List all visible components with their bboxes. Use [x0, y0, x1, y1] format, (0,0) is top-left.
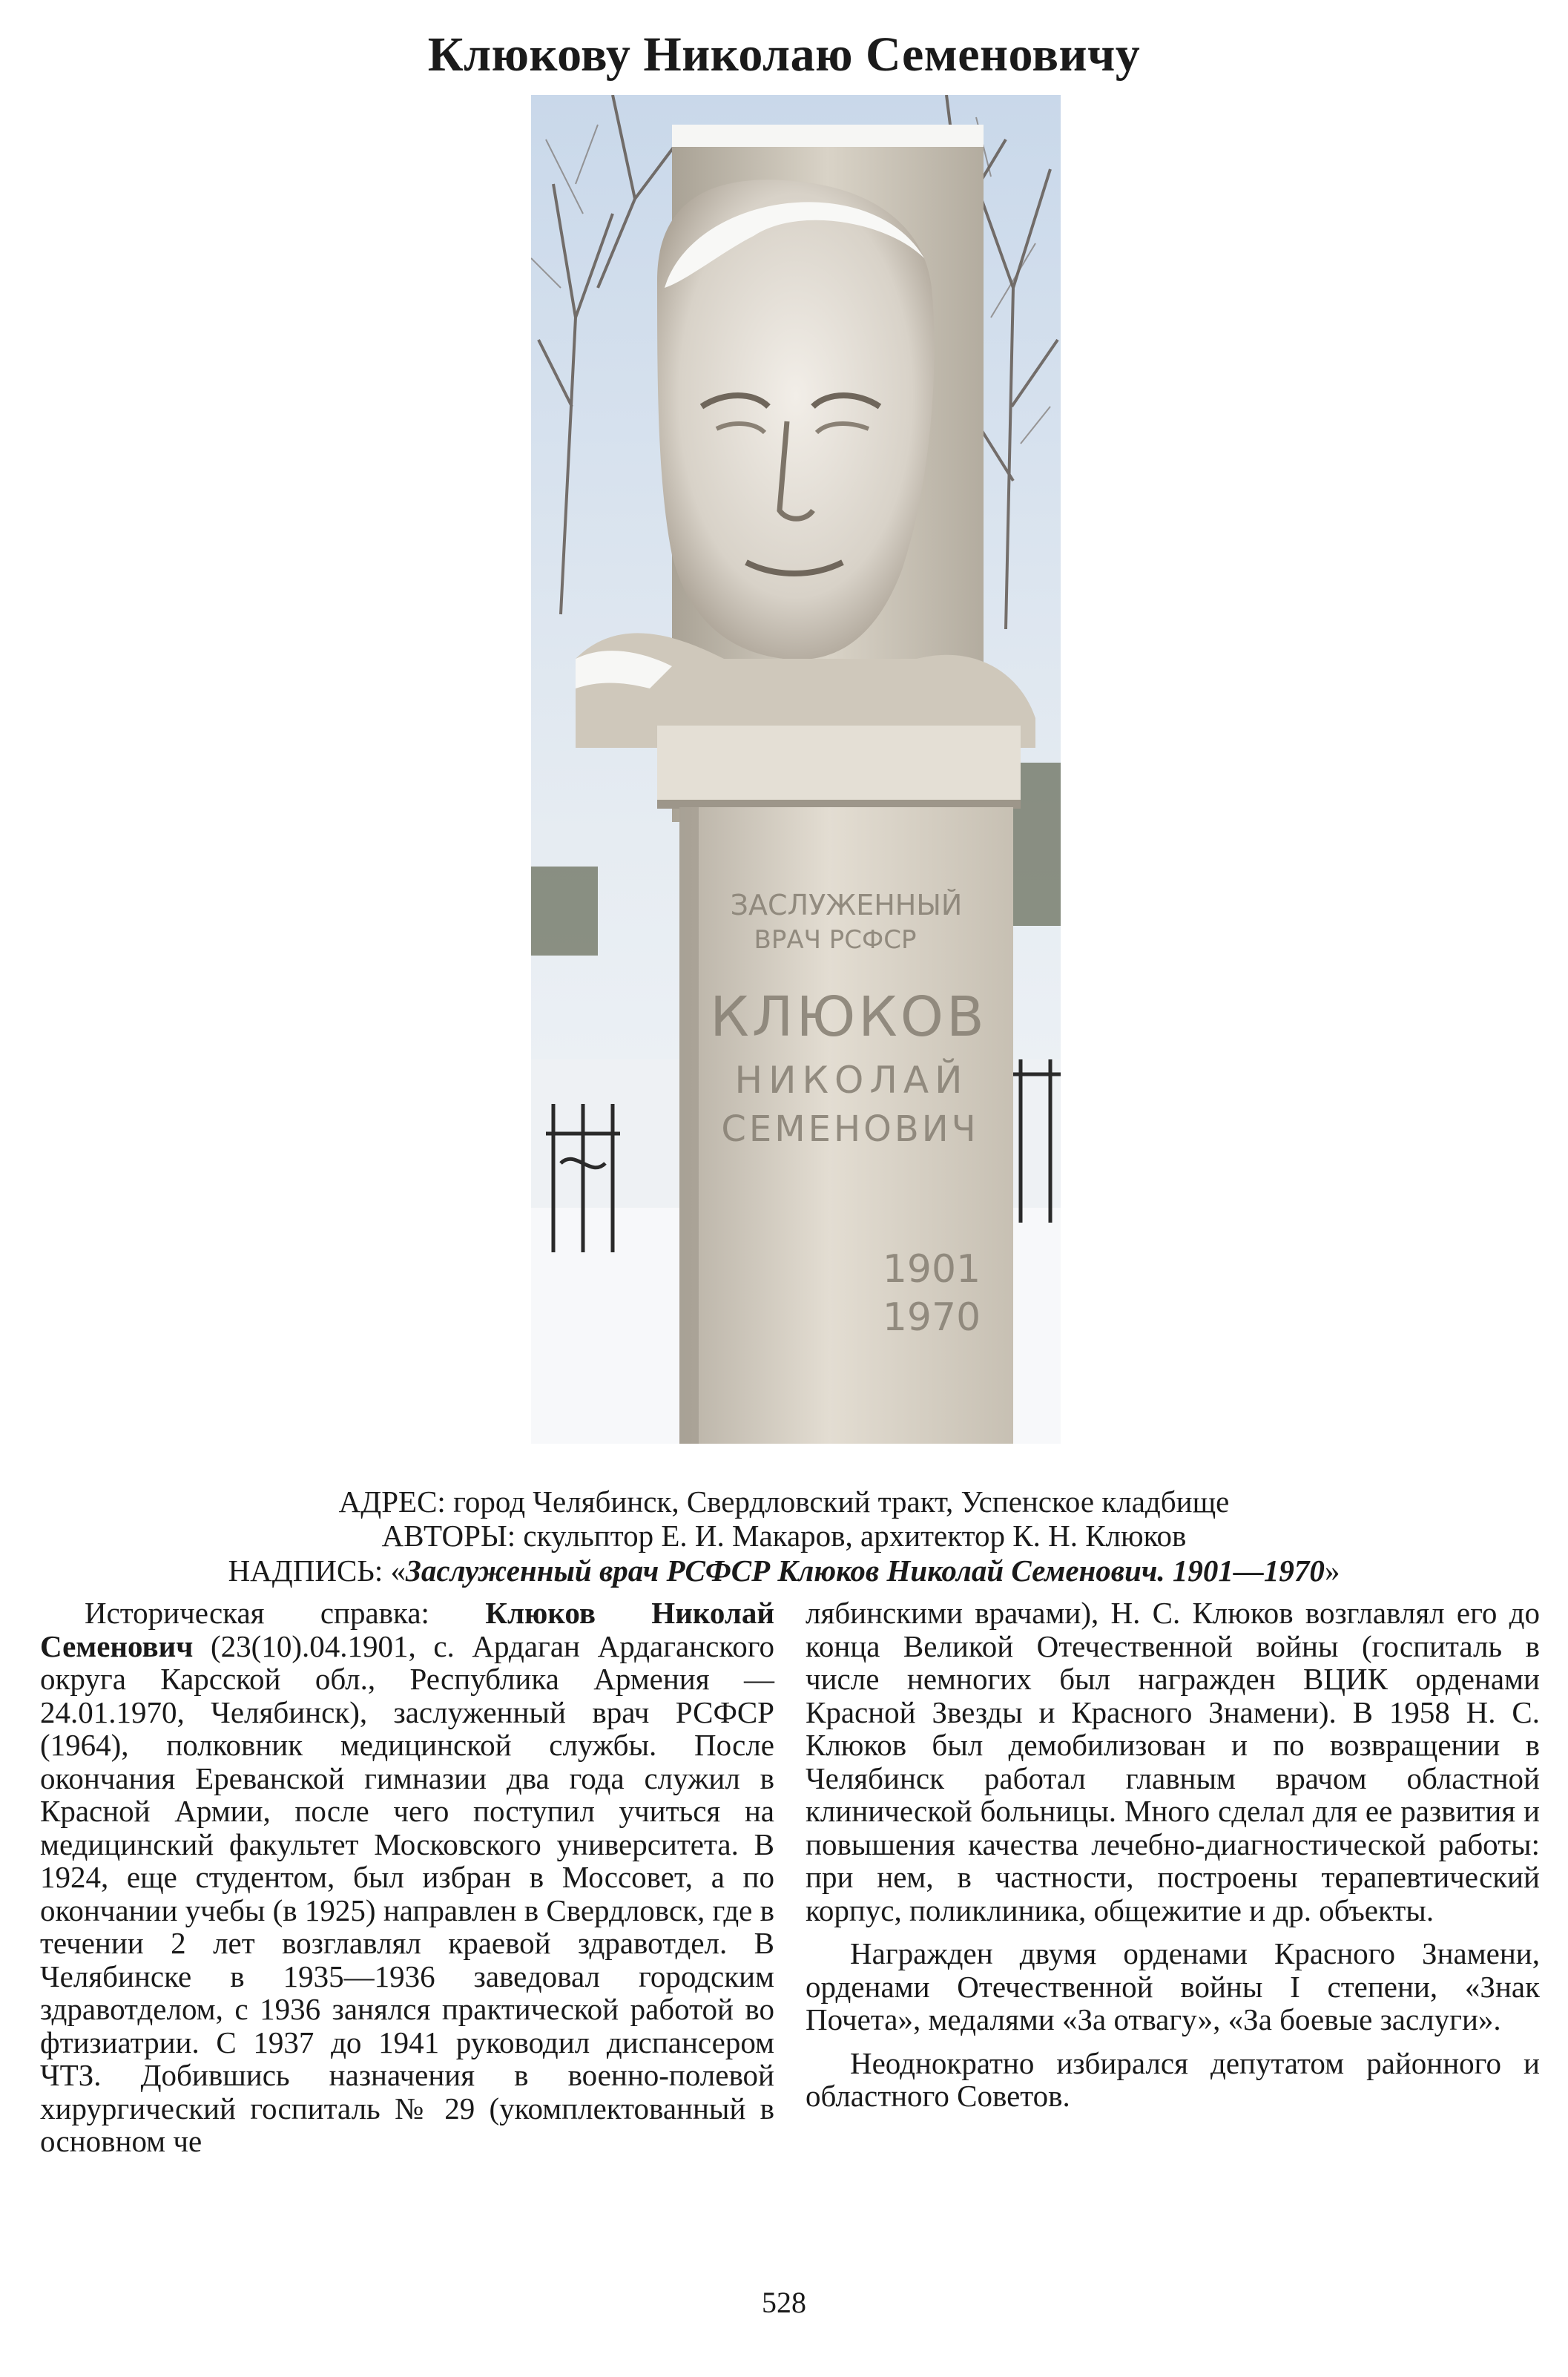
authors-label: АВТОРЫ: [381, 1519, 516, 1553]
photo-inscription-4: НИКОЛАЙ [734, 1059, 969, 1102]
inscription-text: Заслуженный врач РСФСР Клюков Николай Семенович. 1901—1970 [406, 1554, 1325, 1588]
address-value: город Челябинск, Свердловский тракт, Успенское кладбище [445, 1485, 1230, 1519]
monument-image [531, 95, 1061, 1444]
bio-lead-name: Клюков Николай Семенович [40, 1596, 774, 1663]
inscription-close-quote: » [1324, 1554, 1340, 1588]
photo-inscription-7: 1970 [882, 1295, 981, 1340]
photo-inscription-5: СЕМЕНОВИЧ [721, 1108, 979, 1150]
page-title: Клюкову Николаю Семеновичу [427, 27, 1141, 82]
photo-inscription-6: 1901 [882, 1247, 981, 1292]
page-number: 528 [762, 2286, 806, 2319]
authors-value: скульптор Е. И. Макаров, архитектор К. Н. Клюков [515, 1519, 1187, 1553]
bio-column-right [806, 1597, 1540, 2113]
inscription-open-quote: « [383, 1554, 406, 1588]
photo-inscription-2: ВРАЧ РСФСР [754, 925, 917, 955]
authors-line [74, 1519, 1494, 1553]
bio-lead-label: Историческая справка: [85, 1596, 486, 1630]
bio-awards: Награжден двумя орденами Красного Знамени, орденами Отечественной войны I степени, «Знак Почета», медалями «За отвагу», «За боевые заслуги». [806, 1936, 1540, 2036]
bio-left-text: (23(10).04.1901, с. Ардаган Ардаганского округа Карсской обл., Республика Армения — 24.01.1970, Челябинск), заслуженный врач РСФСР (1964), полковник медицинской службы. После окончания Ереванской гимназии два года служил в Красной Армии, после чего поступил учиться на медицинский факультет Московского университета. В 1924, еще студентом, был избран в Моссовет, а по окончании учебы (в 1925) направлен в Свердловск, где в течении 2 лет возглавлял краевой здравотдел. В Челябинске в 1935—1936 заведовал городским здравотделом, с 1936 занялся практической работой во фтизиатрии. С 1937 до 1941 руководил диспансером ЧТЗ. Добившись назначения в военно-полевой хирургический госпиталь № 29 (укомплектованный в основном че [40, 1628, 774, 2158]
inscription-label: НАДПИСЬ: [228, 1554, 383, 1588]
bio-column-left [40, 1597, 774, 2158]
monument-photo [531, 95, 1061, 1444]
inscription-line [74, 1554, 1494, 1588]
address-line [74, 1485, 1494, 1519]
bio-right-text: лябинскими врачами), Н. С. Клюков возглавлял его до конца Великой Отечественной войны (госпиталь в числе немногих был награжден ВЦИК орденами Красной Звезды и Красного Знамени). В 1958 Н. С. Клюков был демобилизован и по возвращении в Челябинск работал главным врачом областной клинической больницы. Много сделал для ее развития и повышения качества лечебно-диагностической работы: при нем, в частности, построены терапевтический корпус, поликлиника, общежитие и др. объекты. [806, 1596, 1540, 1927]
photo-inscription-1: ЗАСЛУЖЕННЫЙ [730, 889, 963, 921]
photo-inscription-3: КЛЮКОВ [710, 985, 987, 1049]
address-label: АДРЕС: [338, 1485, 446, 1519]
bio-paragraph-lead [40, 1597, 774, 2158]
bio-deputy: Неоднократно избирался депутатом районного и областного Советов. [806, 2045, 1540, 2113]
